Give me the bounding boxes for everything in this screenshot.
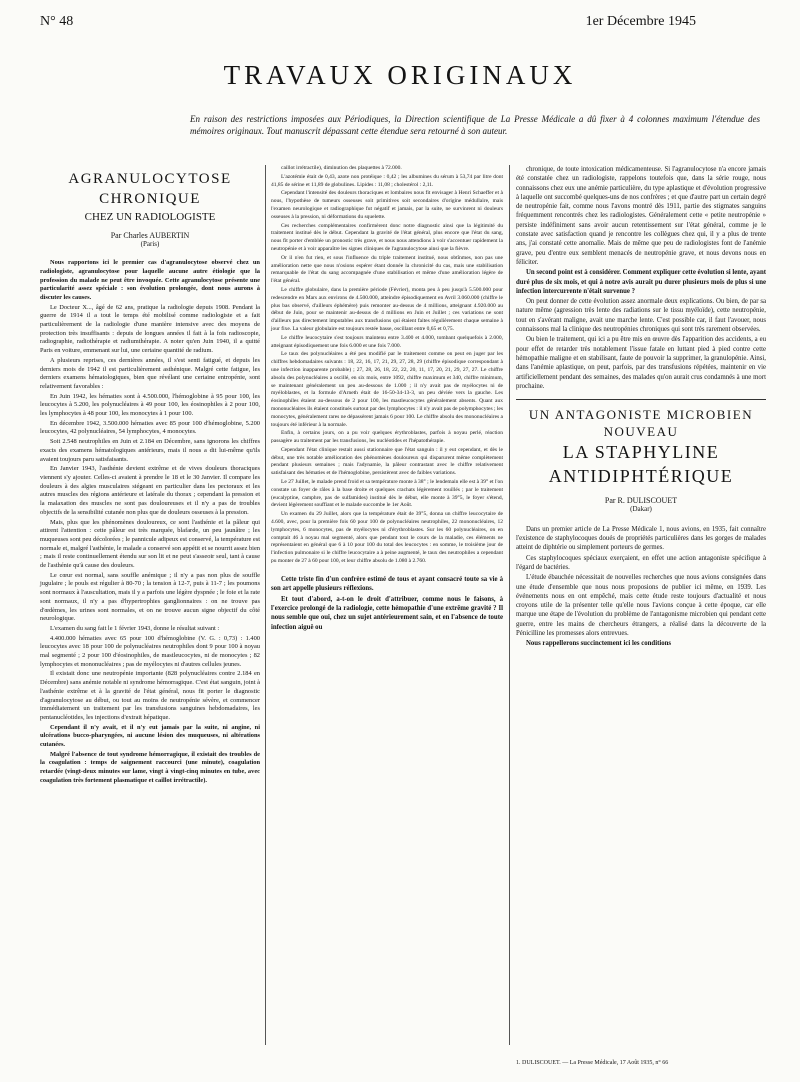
paragraph: En décembre 1942, 3.500.000 hématies avec 85 pour 100 d'hémoglobine, 5.200 leucocytes, 42 polynucléaires, 54 lymphocytes, 4 monocytes. [40, 419, 260, 436]
paragraph: Ces staphylocoques spéciaux exerçaient, en effet une action antagoniste spécifique à l'égard de bactéries. [516, 554, 766, 571]
column-2 [271, 165, 503, 633]
paragraph: Le chiffre leucocytaire s'est toujours maintenu entre 3.400 et 4.000, tombant quelquefois à 2.000, atteignant épisodiquement une fois 6.000 et une fois 7.000. [271, 334, 503, 349]
paragraph: 4.400.000 hématies avec 65 pour 100 d'hémoglobine (V. G. : 0,73) : 1.400 leucocytes avec 18 pour 100 de polynucléaires neutrophiles dont 9 pour 100 à noyau mal segmenté ; 2 pour 100 d'éosinophiles, de mastleucocytes, ni de monocytes ; 82 lymphocytes et mononucléaires ; pas de myélocytes ni d'autres cellules jeunes. [40, 634, 260, 668]
paragraph: Cependant il n'y avait, et il n'y eut jamais par la suite, ni angine, ni ulcérations bucco-pharyngées, ni aucune lésion des muqueuses, ni altérations cutanées. [40, 723, 260, 749]
article-title: LA STAPHYLINE [562, 442, 720, 463]
paragraph: Cependant l'intensité des douleurs thoraciques et lombaires nous fit envisager à Henri Schaeffer et à nous, l'hypothèse de tumeurs osseuses soit primitives soit secondaires d'origine médullaire, mais l'examen neurologique et radiographique fut négatif et jamais, par la suite, ne survinrent ni douleurs osseuses à la pression, ni déformations du squelette. [271, 190, 503, 220]
article-title: ANTIDIPHTÉRIQUE [548, 466, 734, 487]
paragraph: Enfin, à certains jours, on a pu voir quelques érythroblastes, parfois à noyau perlé, réaction passagère au traitement par les transfusions, les nucléotides et l'hépatothérapie. [271, 430, 503, 445]
paragraph: Ces recherches complémentaires confirmèrent donc notre diagnostic ainsi que la légitimité du traitement institué dès le début. Cependant la gravité de l'état général, plus encore que l'état du sang, nous fit porter d'emblée un pronostic très grave, et nous nous attendions à voir s'accentuer rapidement la neutropénie et à voir apparaître les signes cliniques de l'agranulocytose ainsi que la fièvre. [271, 222, 503, 252]
paragraph: Cette triste fin d'un confrère estimé de tous et ayant consacré toute sa vie à son art appelle plusieurs réflexions. [271, 575, 503, 593]
column-rule [265, 165, 266, 1045]
column-rule [509, 165, 510, 1045]
paragraph: Et tout d'abord, a-t-on le droit d'attribuer, comme nous le faisons, à l'exercice prolongé de la radiologie, cette hémopathie d'une extrême gravité ? Il nous semble que oui, chez un sujet antérieurement sain, et en l'absence de toute infection aiguë ou [271, 595, 503, 631]
paragraph: Or il n'en fut rien, et sous l'influence du triple traitement institué, nous obtînmes, non pas une amélioration nette que nous n'osions espérer étant donnée la chronicité du cas, mais une stabilisation remarquable de l'état du sang accompagnée d'une stabilisation et même d'une amélioration légère de l'état général. [271, 254, 503, 285]
article-title: AGRANULOCYTOSE CHRONIQUE [68, 171, 232, 207]
paragraph: En Juin 1942, les hématies sont à 4.500.000, l'hémoglobine à 95 pour 100, les leucocytes à 5.200, les polynucléaires à 49 pour 100, les éosinophiles à 2 pour 100, les lymphocytes à 48 pour 100, les monocytes à 1 pour 100. [40, 392, 260, 418]
paragraph: chronique, de toute intoxication médicamenteuse. Si l'agranulocytose n'a encore jamais été constatée chez un radiologiste, rappelons toutefois que, dans la série rouge, nous connaissons chez eux une anémie particulière, du type aplastique et d'évolution progressive à laquelle ont succombé quelques-uns de nos confrères ; et que d'autre part un certain degré de neutropénie fait, comme nous l'avons montré dès 1911, partie des stigmates sanguins fréquemment rencontrés chez les radiologistes. Généralement cette « petite neutropénie » persiste indéfiniment sans avoir aucun retentissement sur l'état général, comme je le constate avec satisfaction quand je rencontre les collègues chez qui, il y a plus de trente ans, j'ai constaté cette anomalie. Mais de même que peu de radiologistes font de l'anémie grave, peu d'entre eux semblent menacés de neutropénie grave, et nous devons nous en féliciter. [516, 166, 766, 266]
paragraph: Le 27 Juillet, le malade prend froid et sa température monte à 38° ; le lendemain elle est à 39° et l'on constate un foyer de râles à la base droite et quelques crachats légèrement rouillés ; par le traitement (eucalyptine, camphre, pas de sulfamides) institué dès le début, elle monte à 39°5, le foyer s'étend, devient légèrement souffiant et le malade succombe le 1er Août. [271, 479, 503, 509]
paragraph: En Janvier 1943, l'asthénie devient extrême et de vives douleurs thoraciques viennent s'y ajouter. Celles-ci avaient à prendre le 18 et le 30 Janvier. Il compare les douleurs à des algies musculaires siégeant en particulier dans les pectoraux et les autres muscles des régions antérieure et latérale du thorax ; cependant la pression et la malaxation des muscles ne sont pas douloureuses et il n'y a pas de troubles objectifs de la sensibilité cutanée non plus que de douleurs osseuses à la pression. [40, 465, 260, 516]
article-title: NOUVEAU [603, 424, 679, 440]
article-separator [516, 399, 766, 400]
author-city: (Dakar) [630, 505, 652, 514]
author-city: (Paris) [140, 240, 160, 249]
paragraph: Dans un premier article de La Presse Médicale 1, nous avions, en 1935, fait connaître l'existence de staphylocoques doués de propriétés particulières dans les gorges de malades atteint de diphtérie ou simplement porteurs de germes. [516, 525, 766, 552]
paragraph: Un second point est à considérer. Comment expliquer cette évolution si lente, ayant duré plus de six mois, et qui à notre avis aurait pu durer plusieurs mois de plus si une infection intercurrente n'était survenue ? [516, 269, 766, 295]
paragraph: Le chiffre globulaire, dans la première période (Février), monta peu à peu jusqu'à 5.500.000 pour redescendre en Mars aux environs de 4.500.000, atteindre épisodiquement en Avril 3.060.000 (chiffre le plus bas observé, d'ailleurs éphémère) puis remonter au-dessus de 4 millions, atteignant 4.920.000 au début de Juin, pour se maintenir au-dessus de 4 millions en Juin et Juillet ; ces variations ne sont d'ailleurs pas directement imputables aux transfusions qui étaient faites régulièrement chaque semaine à jour fixe. La valeur globulaire est toujours restée basse, oscillant entre 0,65 et 0,75. [271, 286, 503, 332]
editorial-notice: En raison des restrictions imposées aux Périodiques, la Direction scientifique de La Presse Médicale a dû fixer à 4 colonnes maximum l'étendue des mémoires originaux. Tout manuscrit dépassant cette étendue sera retourné à son auteur. [190, 114, 760, 136]
issue-number: N° 48 [40, 14, 74, 29]
author: Par Charles AUBERTIN [110, 230, 190, 240]
paragraph: On peut donner de cette évolution assez anormale deux explications. Ou bien, de par sa nature même (agression très lente des radiations sur le tissu myéloïde), cette neutropénie, tout en s'avérant maligne, avait une marche lente. C'est possible car, il faut l'avouer, nous connaissons mal la clinique des neutropénies chroniques qui sont très rarement observées. [516, 298, 766, 334]
issue-date: 1er Décembre 1945 [585, 14, 696, 29]
paragraph: Il existait donc une neutropénie importante (828 polynucléaires contre 2.184 en Décembre) sans anémie notable ni syndrome hémorragique. C'est état sanguin, joint à l'asthénie extrême et à la gravité de l'état général, nous fit porter le diagnostic d'agranulocytose au début, ou tout au moins de neutropénie sévère, et commencer immédiatement un traitement par les transfusions sanguines hebdomadaires, les pentanucléotides, les injections d'extrait hépatique. [40, 670, 260, 721]
author: Par R. DULISCOUET [604, 496, 678, 506]
paragraph: L'examen du sang fait le 1 février 1943, donne le résultat suivant : [50, 624, 220, 632]
paragraph: Nous rapportons ici le premier cas d'agranulocytose observé chez un radiologiste, agranulocytose pour laquelle aucune autre étiologie que la profession du malade ne peut être invoquée. Cette agranulocytose présente une particularité assez spéciale : son évolution prolongée, dont nous aurons à discuter les causes. [40, 259, 260, 301]
paragraph: L'étude ébauchée nécessitait de nouvelles recherches que nous avions consignées dans une étude d'ensemble que nous nous proposions de publier ici même, en 1939. Les événements nous en ont empêché, mais cette étude reste toujours d'actualité et nous croyons utile de la présenter telle qu'elle nous l'avions conçue à cette époque, car elle marque une étape de l'évolution du problème de l'antagonisme microbien qui pendant cette guerre, entre les mains de chercheurs étrangers, a réalisé dans la découverte de la Pénicilline les promesses alors entrevues. [516, 574, 766, 637]
paragraph: Mais, plus que les phénomènes douloureux, ce sont l'asthénie et la pâleur qui attirent l'attention : cette pâleur est très marquée, blafarde, un peu jaunâtre ; les muqueuses sont peu décolorées ; le pannicule adipeux est conservé, la température est normale et, malgré l'asthénie, le malade a conservé son appétit et se nourrit assez bien ; mais il reste continuellement étendu sur son lit et ne peut s'asseoir seul, tant à cause de l'asthénie qu'à cause des douleurs. [40, 518, 260, 570]
paragraph: Cependant l'état clinique restait aussi stationnaire que l'état sanguin : il y eut cependant, et dès le début, une très notable amélioration des phénomènes douloureux qui disparurent même complètement pendant plusieurs semaines ; mais l'adynamie, la pâleur contrastant avec le chiffre relativement satisfaisant des hématies et de l'hémoglobine, persistèrent avec de faibles variations. [271, 446, 503, 477]
paragraph: Soit 2.548 neutrophiles en Juin et 2.184 en Décembre, sans ignorons les chiffres exacts des examens hématologiques antérieurs, mais il nous a dit lui-même qu'ils avaient toujours paru satisfaisants. [40, 438, 260, 463]
paragraph: caillot irrétractile), diminution des plaquettes à 72.000. [281, 165, 402, 171]
column-1 [40, 165, 260, 787]
page-header [0, 14, 800, 36]
paragraph: Un examen du 29 Juillet, alors que la température était de 39°5, donna un chiffre leucocytaire de 4.600, avec, pour la première fois 60 pour 100 de polynucléaires neutrophiles, 22 mononucléaires, 12 lymphocytes, 6 monocytes, pas de myélocytes ni d'érythroblastes. Sur les 60 polynucléaires, on en comptait 46 à noyau mal segmenté, alors que pendant tout le cours de la maladie, ces éléments ne représentaient en général que 6 à 10 pour 100 du total des leucocytes : en somme, le troisième jour de l'infection pulmonaire si le chiffre leucocytaire a à peine augmenté, le taux des neutrophiles a cependant pu monter de 27 à 60 pour 100, et leur chiffre absolu de 1.080 à 2.760. [271, 511, 503, 565]
paragraph: L'azotémie était de 0,43, azote non protéique : 0,42 ; les albumines du sérum à 53,74 par litre dont 41,85 de sérine et 11,89 de globulines. Lipides : 11,08 ; cholestérol : 2,11. [271, 173, 503, 188]
paragraph: Le cœur est normal, sans souffle anémique ; il n'y a pas non plus de souffle jugulaire ; le pouls est régulier à 80-70 ; la tension à 12-7, puis à 11-7 ; les poumons sont normaux à l'auscultation, mais il y a parfois une légère dyspnée ; le foie et la rate sont normaux, il n'y a pas d'hypertrophies ganglionnaires : on ne trouve pas d'œdèmes, les urines sont normales, et on ne trouve aucun signe objectif du côté neurologique. [40, 571, 260, 623]
paragraph: Le taux des polynucléaires a été peu modifié par le traitement comme on peut en juger par les chiffres hebdomadaires suivants : 18, 22, 16, 17, 21, 29, 27, 28, 29 (chiffre épisodique correspondant à une infection inapparente probable) ; 27, 28, 26, 18, 22, 22, 20, 11, 17, 20, 21, 29, 27, 27. Le chiffre absolu des polynucléaires a oscillé, en six mois, entre 1092, chiffre maximum et 340, chiffre minimum, se maintenant généralement un peu au-dessous de 1.000 ; il n'y avait pas de myélocytes ni de myéloblastes, et la formule d'Arneth était de 16-50-34-13-3, un peu déviée vers la gauche. Les éosinophiles étaient au-dessous de 2 pour 100, les mastleucocytes généralement absents. Quant aux mononucléaires ils étaient constitués surtout par des lymphocytes : il n'y avait pas de polymphocytes ; les monocytes, généralement rares ne dépassèrent jamais 6 pour 100. Le chiffre absolu des mononucléaires a toujours été inférieur à la normale. [271, 351, 503, 428]
paragraph: Ou bien le traitement, qui ici a pu être mis en œuvre dès l'apparition des accidents, a eu pour effet de retarder très notablement l'issue fatale en luttant pied à pied contre cette hémopathie maligne et en stabilisant, faute de pouvoir la supprimer, la granulopénie. Ainsi, dans l'anémie aplastique, on peut, parfois, par des transfusions répétées, maintenir en vie artificiellement pendant des semaines, des malades qu'on aurait crus condamnés à une mort prochaine. [516, 336, 766, 390]
paragraph: Nous rappellerons succinctement ici les conditions [526, 640, 672, 648]
article-subtitle: CHEZ UN RADIOLOGISTE [84, 211, 216, 223]
article-title: UN ANTAGONISTE MICROBIEN [528, 407, 754, 423]
column-3 [516, 165, 766, 650]
footnote: 1. DULISCOUET. — La Presse Médicale, 17 Août 1935, n° 66 [516, 1060, 669, 1066]
paragraph: Le Docteur X..., âgé de 62 ans, pratique la radiologie depuis 1908. Pendant la guerre de 1914 il a tout le temps été mobilisé comme radiologiste et a fait particulièrement de la radiologie d'une manière intensive avec des moyens de protection très insuffisants : depuis de longues années il fait à la fois radioscopie, radiographie, radiothérapie et radiumthérapie. A noter qu'en Juin 1940, il a quitté Paris en voiture, emmenant sur lui, une certaine quantité de radium. [40, 303, 260, 355]
paragraph: Malgré l'absence de tout syndrome hémorragique, il existait des troubles de la coagulation : temps de saignement raccourci (une minute), coagulation retardée (vingt-deux minutes sur lame, vingt à vingt-cinq minutes en tube, avec coagulation très fortement plasmatique et caillot irrétractile). [40, 750, 260, 784]
paragraph: A plusieurs reprises, ces dernières années, il s'est senti fatigué, et depuis les derniers mois de 1942 il est particulièrement asthénique. Malgré cette fatigue, les derniers examens hématologiques, bien que révélant une certaine entropénie, sont relativement favorables : [40, 356, 260, 390]
section-title: TRAVAUX ORIGINAUX [223, 60, 577, 90]
